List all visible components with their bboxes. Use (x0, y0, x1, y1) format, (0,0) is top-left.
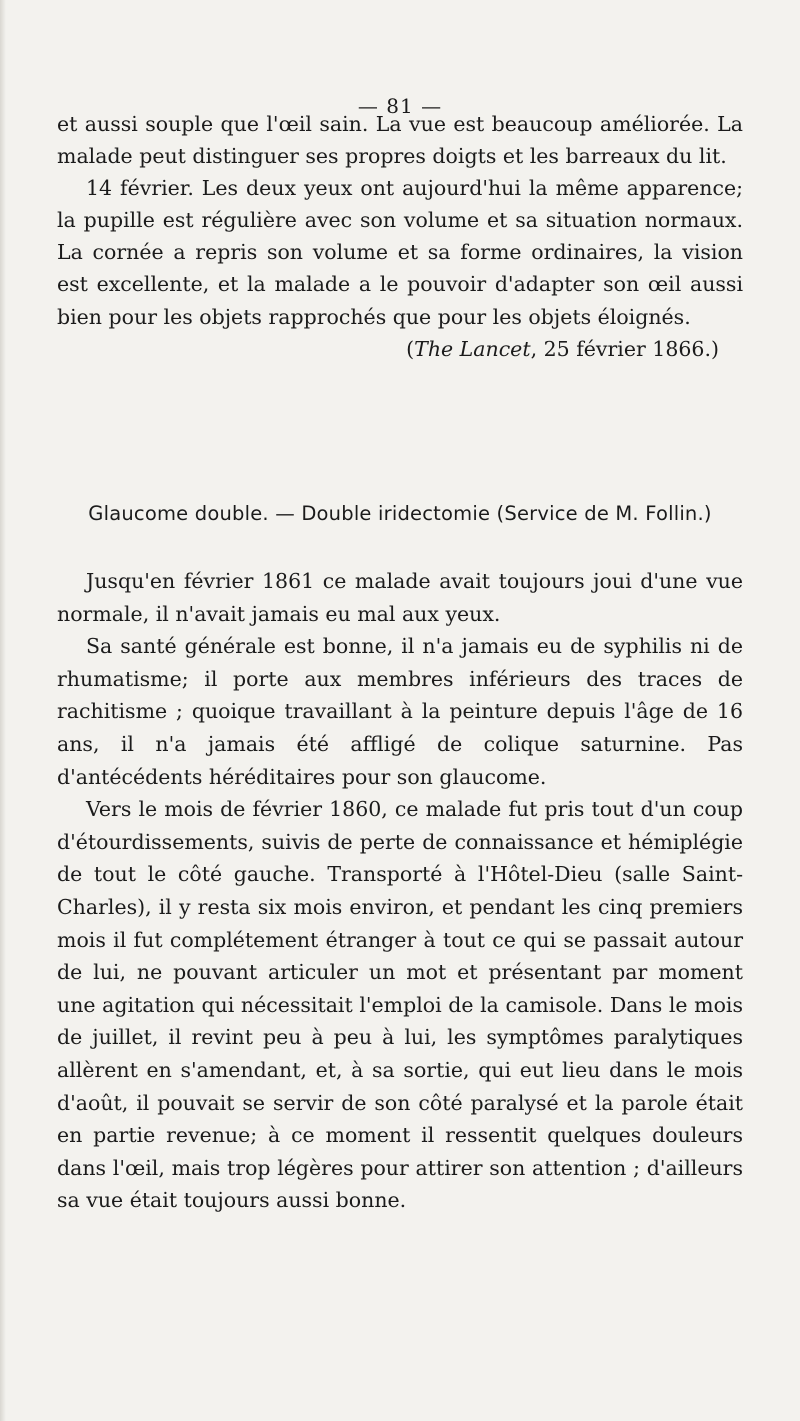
citation-journal: The Lancet (414, 336, 531, 361)
page-edge-shadow (0, 0, 6, 1421)
citation (57, 333, 743, 365)
paragraph: 14 février. Les deux yeux ont aujourd'hui la même apparence; la pupille est régulière avec son volume et sa situation normaux. La cornée a repris son volume et sa forme ordinaires, la vision est excellente, et la malade a le pouvoir d'adapter son œil aussi bien pour les objets rapprochés que pour les objets éloignés. (57, 176, 743, 329)
citation-date: , 25 février 1866.) (530, 336, 719, 361)
case-text (57, 565, 743, 1217)
paragraph: Jusqu'en février 1861 ce malade avait toujours joui d'une vue normale, il n'avait jamais eu mal aux yeux. (57, 569, 743, 626)
paragraph: Vers le mois de février 1860, ce malade fut pris tout d'un coup d'étourdissements, suivis de perte de connaissance et hémiplégie de tout le côté gauche. Transporté à l'Hôtel-Dieu (salle Saint-Charles), il y resta six mois environ, et pendant les cinq premiers mois il fut complétement étranger à tout ce qui se passait autour de lui, ne pouvant articuler un mot et présentant par moment une agitation qui nécessitait l'emploi de la camisole. Dans le mois de juillet, il revint peu à peu à lui, les symptômes paralytiques allèrent en s'amendant, et, à sa sortie, qui eut lieu dans le mois d'août, il pouvait se servir de son côté paralysé et la parole était en partie revenue; à ce moment il ressentit quelques douleurs dans l'œil, mais trop légères pour attirer son attention ; d'ailleurs sa vue était toujours aussi bonne. (57, 797, 743, 1213)
citation-open: ( (406, 336, 415, 361)
page-number: — 81 — (357, 94, 443, 118)
continuation-text (57, 108, 743, 365)
section-heading: Glaucome double. — Double iridectomie (Service de M. Follin.) (88, 502, 712, 525)
paragraph: et aussi souple que l'œil sain. La vue est beaucoup améliorée. La malade peut distinguer ses propres doigts et les barreaux du lit. (57, 112, 743, 169)
paragraph: Sa santé générale est bonne, il n'a jamais eu de syphilis ni de rhumatisme; il porte aux membres inférieurs des traces de rachitisme ; quoique travaillant à la peinture depuis l'âge de 16 ans, il n'a jamais été affligé de colique saturnine. Pas d'antécédents héréditaires pour son glaucome. (57, 634, 743, 789)
